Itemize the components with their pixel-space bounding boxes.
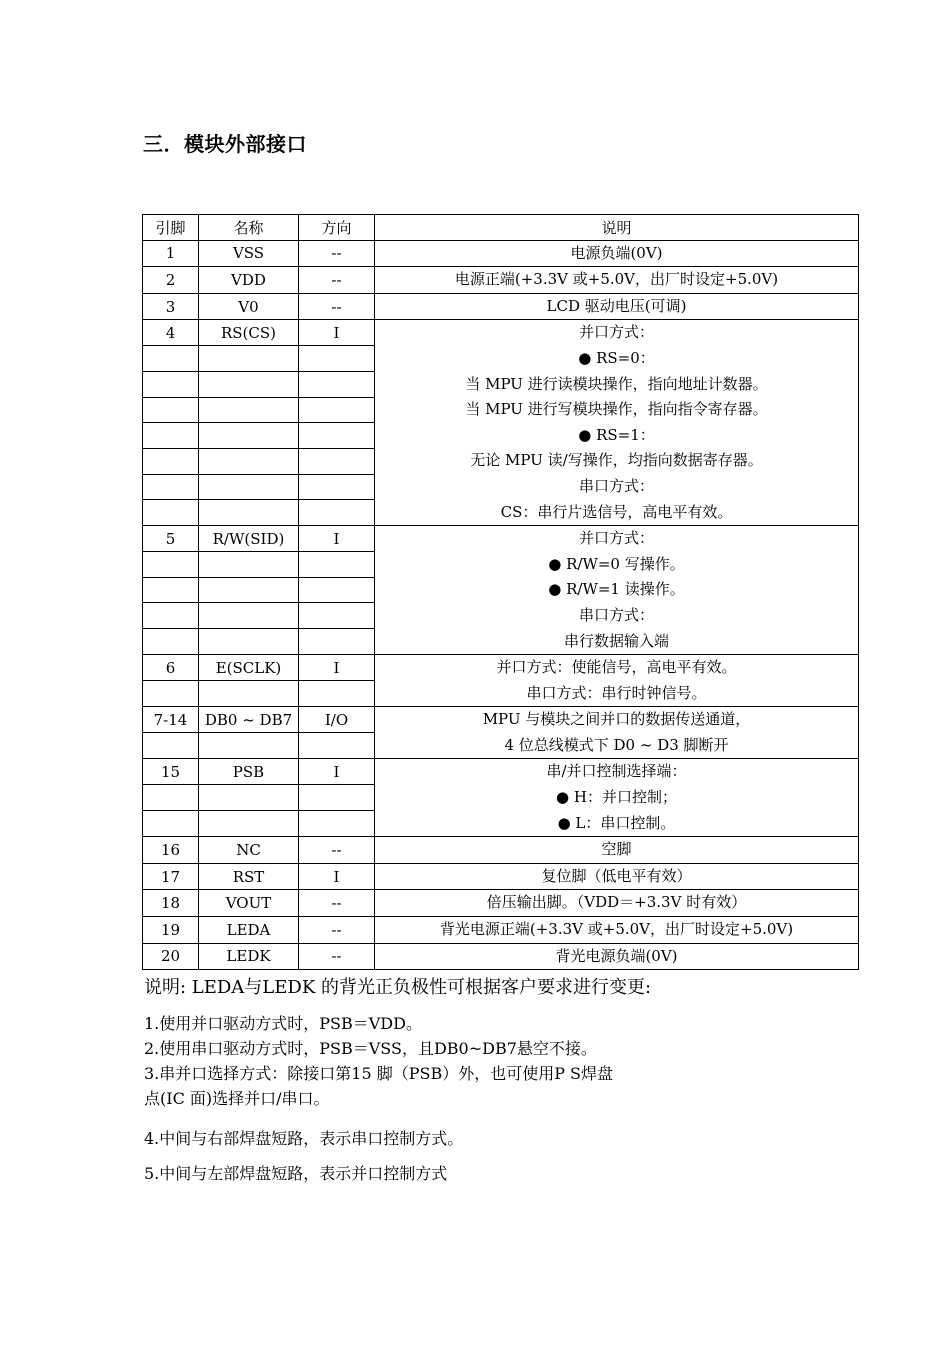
table-row — [143, 759, 859, 785]
cell-dir: -- — [299, 267, 375, 294]
pin-table — [142, 214, 859, 970]
cell-name — [199, 733, 299, 759]
cell-name — [199, 811, 299, 837]
cell-dir — [299, 448, 375, 474]
table-row — [143, 707, 859, 733]
cell-name: RST — [199, 863, 299, 890]
cell-name: RS(CS) — [199, 320, 299, 346]
description-line: 电源正端(+3.3V 或+5.0V，出厂时设定+5.0V) — [454, 270, 779, 289]
cell-dir: I — [299, 863, 375, 890]
cell-dir — [299, 603, 375, 629]
cell-name — [199, 603, 299, 629]
description-line: 串行数据输入端 — [563, 631, 669, 650]
cell-name — [199, 346, 299, 372]
table-row — [143, 240, 859, 267]
cell-dir — [299, 811, 375, 837]
cell-name — [199, 629, 299, 655]
table-row — [143, 943, 859, 970]
list-item: 1.使用并口驱动方式时，PSB＝VDD。 — [144, 1014, 422, 1033]
cell-name: V0 — [199, 293, 299, 320]
cell-description — [375, 863, 859, 890]
description-line: 背光电源负端(0V) — [555, 946, 678, 965]
cell-pin — [143, 397, 199, 423]
list-item: 5.中间与左部焊盘短路，表示并口控制方式 — [144, 1164, 448, 1183]
cell-dir: -- — [299, 837, 375, 864]
cell-description — [375, 707, 859, 759]
cell-name: VOUT — [199, 890, 299, 917]
list-item: 点(IC 面)选择并口/串口。 — [144, 1089, 330, 1108]
cell-description — [375, 917, 859, 944]
description-line: 并口方式： — [578, 529, 654, 548]
cell-name — [199, 577, 299, 603]
cell-pin — [143, 448, 199, 474]
description-line: ● R/W=0 写操作。 — [548, 554, 685, 573]
cell-pin — [143, 733, 199, 759]
description-line: 并口方式：使能信号，高电平有效。 — [496, 658, 737, 677]
cell-name — [199, 448, 299, 474]
description-line: 当 MPU 进行写模块操作，指向指令寄存器。 — [465, 400, 768, 419]
cell-pin — [143, 629, 199, 655]
cell-pin — [143, 811, 199, 837]
cell-dir: I — [299, 655, 375, 681]
description-line: 4 位总线模式下 D0 ~ D3 脚断开 — [504, 735, 729, 754]
cell-dir — [299, 474, 375, 500]
list-item: 4.中间与右部焊盘短路，表示串口控制方式。 — [144, 1129, 464, 1148]
cell-pin: 15 — [143, 759, 199, 785]
cell-description — [375, 526, 859, 655]
cell-pin — [143, 785, 199, 811]
header-pin: 引脚 — [143, 215, 199, 241]
cell-pin: 19 — [143, 917, 199, 944]
description-line: MPU 与模块之间并口的数据传送通道， — [482, 710, 751, 729]
table-row — [143, 526, 859, 552]
cell-pin: 7-14 — [143, 707, 199, 733]
table-row — [143, 863, 859, 890]
cell-pin: 4 — [143, 320, 199, 346]
cell-name: LEDA — [199, 917, 299, 944]
description-line: 串/并口控制选择端： — [546, 762, 687, 781]
cell-dir — [299, 733, 375, 759]
cell-dir: -- — [299, 890, 375, 917]
cell-name — [199, 681, 299, 707]
cell-description — [375, 240, 859, 267]
cell-dir — [299, 346, 375, 372]
description-line: 倍压输出脚。（VDD＝+3.3V 时有效） — [486, 893, 747, 912]
description-line: 当 MPU 进行读模块操作，指向地址计数器。 — [465, 374, 768, 393]
cell-dir — [299, 551, 375, 577]
cell-dir: -- — [299, 293, 375, 320]
cell-pin: 3 — [143, 293, 199, 320]
cell-dir: I — [299, 759, 375, 785]
cell-description — [375, 655, 859, 707]
cell-pin — [143, 681, 199, 707]
table-row — [143, 890, 859, 917]
cell-pin: 5 — [143, 526, 199, 552]
cell-name: NC — [199, 837, 299, 864]
cell-dir — [299, 577, 375, 603]
description-line: ● R/W=1 读操作。 — [548, 580, 685, 599]
description-line: 复位脚（低电平有效） — [541, 866, 692, 885]
description-line: 串口方式： — [578, 476, 654, 495]
table-row — [143, 917, 859, 944]
cell-dir: I — [299, 526, 375, 552]
cell-pin: 20 — [143, 943, 199, 970]
table-row — [143, 655, 859, 681]
cell-name: VDD — [199, 267, 299, 294]
description-line: 串口方式： — [578, 605, 654, 624]
cell-description — [375, 293, 859, 320]
cell-pin — [143, 474, 199, 500]
description-line: ● L：串口控制。 — [557, 813, 676, 832]
cell-dir — [299, 681, 375, 707]
cell-dir — [299, 397, 375, 423]
cell-pin: 6 — [143, 655, 199, 681]
cell-dir — [299, 371, 375, 397]
cell-dir: -- — [299, 917, 375, 944]
cell-description — [375, 890, 859, 917]
description-line: ● RS=1： — [578, 425, 655, 444]
cell-description — [375, 320, 859, 526]
description-line: 电源负端(0V) — [570, 243, 663, 262]
section-title: 三．模块外部接口 — [143, 132, 307, 156]
note-text: 说明: LEDA与LEDK 的背光正负极性可根据客户要求进行变更: — [144, 977, 652, 998]
cell-dir — [299, 423, 375, 449]
cell-description — [375, 759, 859, 837]
cell-pin: 2 — [143, 267, 199, 294]
cell-description — [375, 943, 859, 970]
description-line: 无论 MPU 读/写操作，均指向数据寄存器。 — [470, 451, 763, 470]
cell-pin — [143, 603, 199, 629]
cell-name — [199, 500, 299, 526]
cell-dir — [299, 629, 375, 655]
table-row — [143, 320, 859, 346]
cell-dir: -- — [299, 240, 375, 267]
table-header-row — [143, 215, 859, 241]
cell-dir: I — [299, 320, 375, 346]
cell-description — [375, 267, 859, 294]
cell-pin — [143, 500, 199, 526]
description-line: 空脚 — [601, 840, 632, 859]
cell-description — [375, 837, 859, 864]
cell-name — [199, 423, 299, 449]
cell-name — [199, 397, 299, 423]
cell-name — [199, 785, 299, 811]
cell-pin — [143, 577, 199, 603]
table-row — [143, 837, 859, 864]
description-line: CS：串行片选信号，高电平有效。 — [500, 502, 733, 521]
cell-name: LEDK — [199, 943, 299, 970]
header-name: 名称 — [199, 215, 299, 241]
cell-pin: 17 — [143, 863, 199, 890]
table-row — [143, 267, 859, 294]
header-direction: 方向 — [299, 215, 375, 241]
cell-pin: 18 — [143, 890, 199, 917]
description-line: ● H：并口控制； — [556, 788, 677, 807]
cell-pin: 16 — [143, 837, 199, 864]
pin-table-body — [143, 240, 859, 970]
cell-name: R/W(SID) — [199, 526, 299, 552]
cell-dir: -- — [299, 943, 375, 970]
description-line: 串口方式：串行时钟信号。 — [526, 683, 707, 702]
cell-dir — [299, 500, 375, 526]
table-row — [143, 293, 859, 320]
cell-pin: 1 — [143, 240, 199, 267]
list-item: 3.串并口选择方式：除接口第15 脚（PSB）外，也可使用P S焊盘 — [144, 1064, 614, 1083]
description-line: ● RS=0： — [578, 348, 655, 367]
cell-name: E(SCLK) — [199, 655, 299, 681]
cell-name: VSS — [199, 240, 299, 267]
cell-pin — [143, 371, 199, 397]
cell-pin — [143, 346, 199, 372]
description-line: 背光电源正端(+3.3V 或+5.0V，出厂时设定+5.0V) — [439, 920, 794, 939]
description-line: LCD 驱动电压(可调) — [546, 296, 687, 315]
cell-pin — [143, 551, 199, 577]
header-description: 说明 — [375, 215, 859, 241]
cell-name: DB0 ~ DB7 — [199, 707, 299, 733]
cell-pin — [143, 423, 199, 449]
cell-dir — [299, 785, 375, 811]
cell-name — [199, 371, 299, 397]
cell-name — [199, 551, 299, 577]
cell-dir: I/O — [299, 707, 375, 733]
list-item: 2.使用串口驱动方式时，PSB＝VSS，且DB0~DB7悬空不接。 — [144, 1039, 597, 1058]
cell-name: PSB — [199, 759, 299, 785]
description-line: 并口方式： — [578, 323, 654, 342]
cell-name — [199, 474, 299, 500]
